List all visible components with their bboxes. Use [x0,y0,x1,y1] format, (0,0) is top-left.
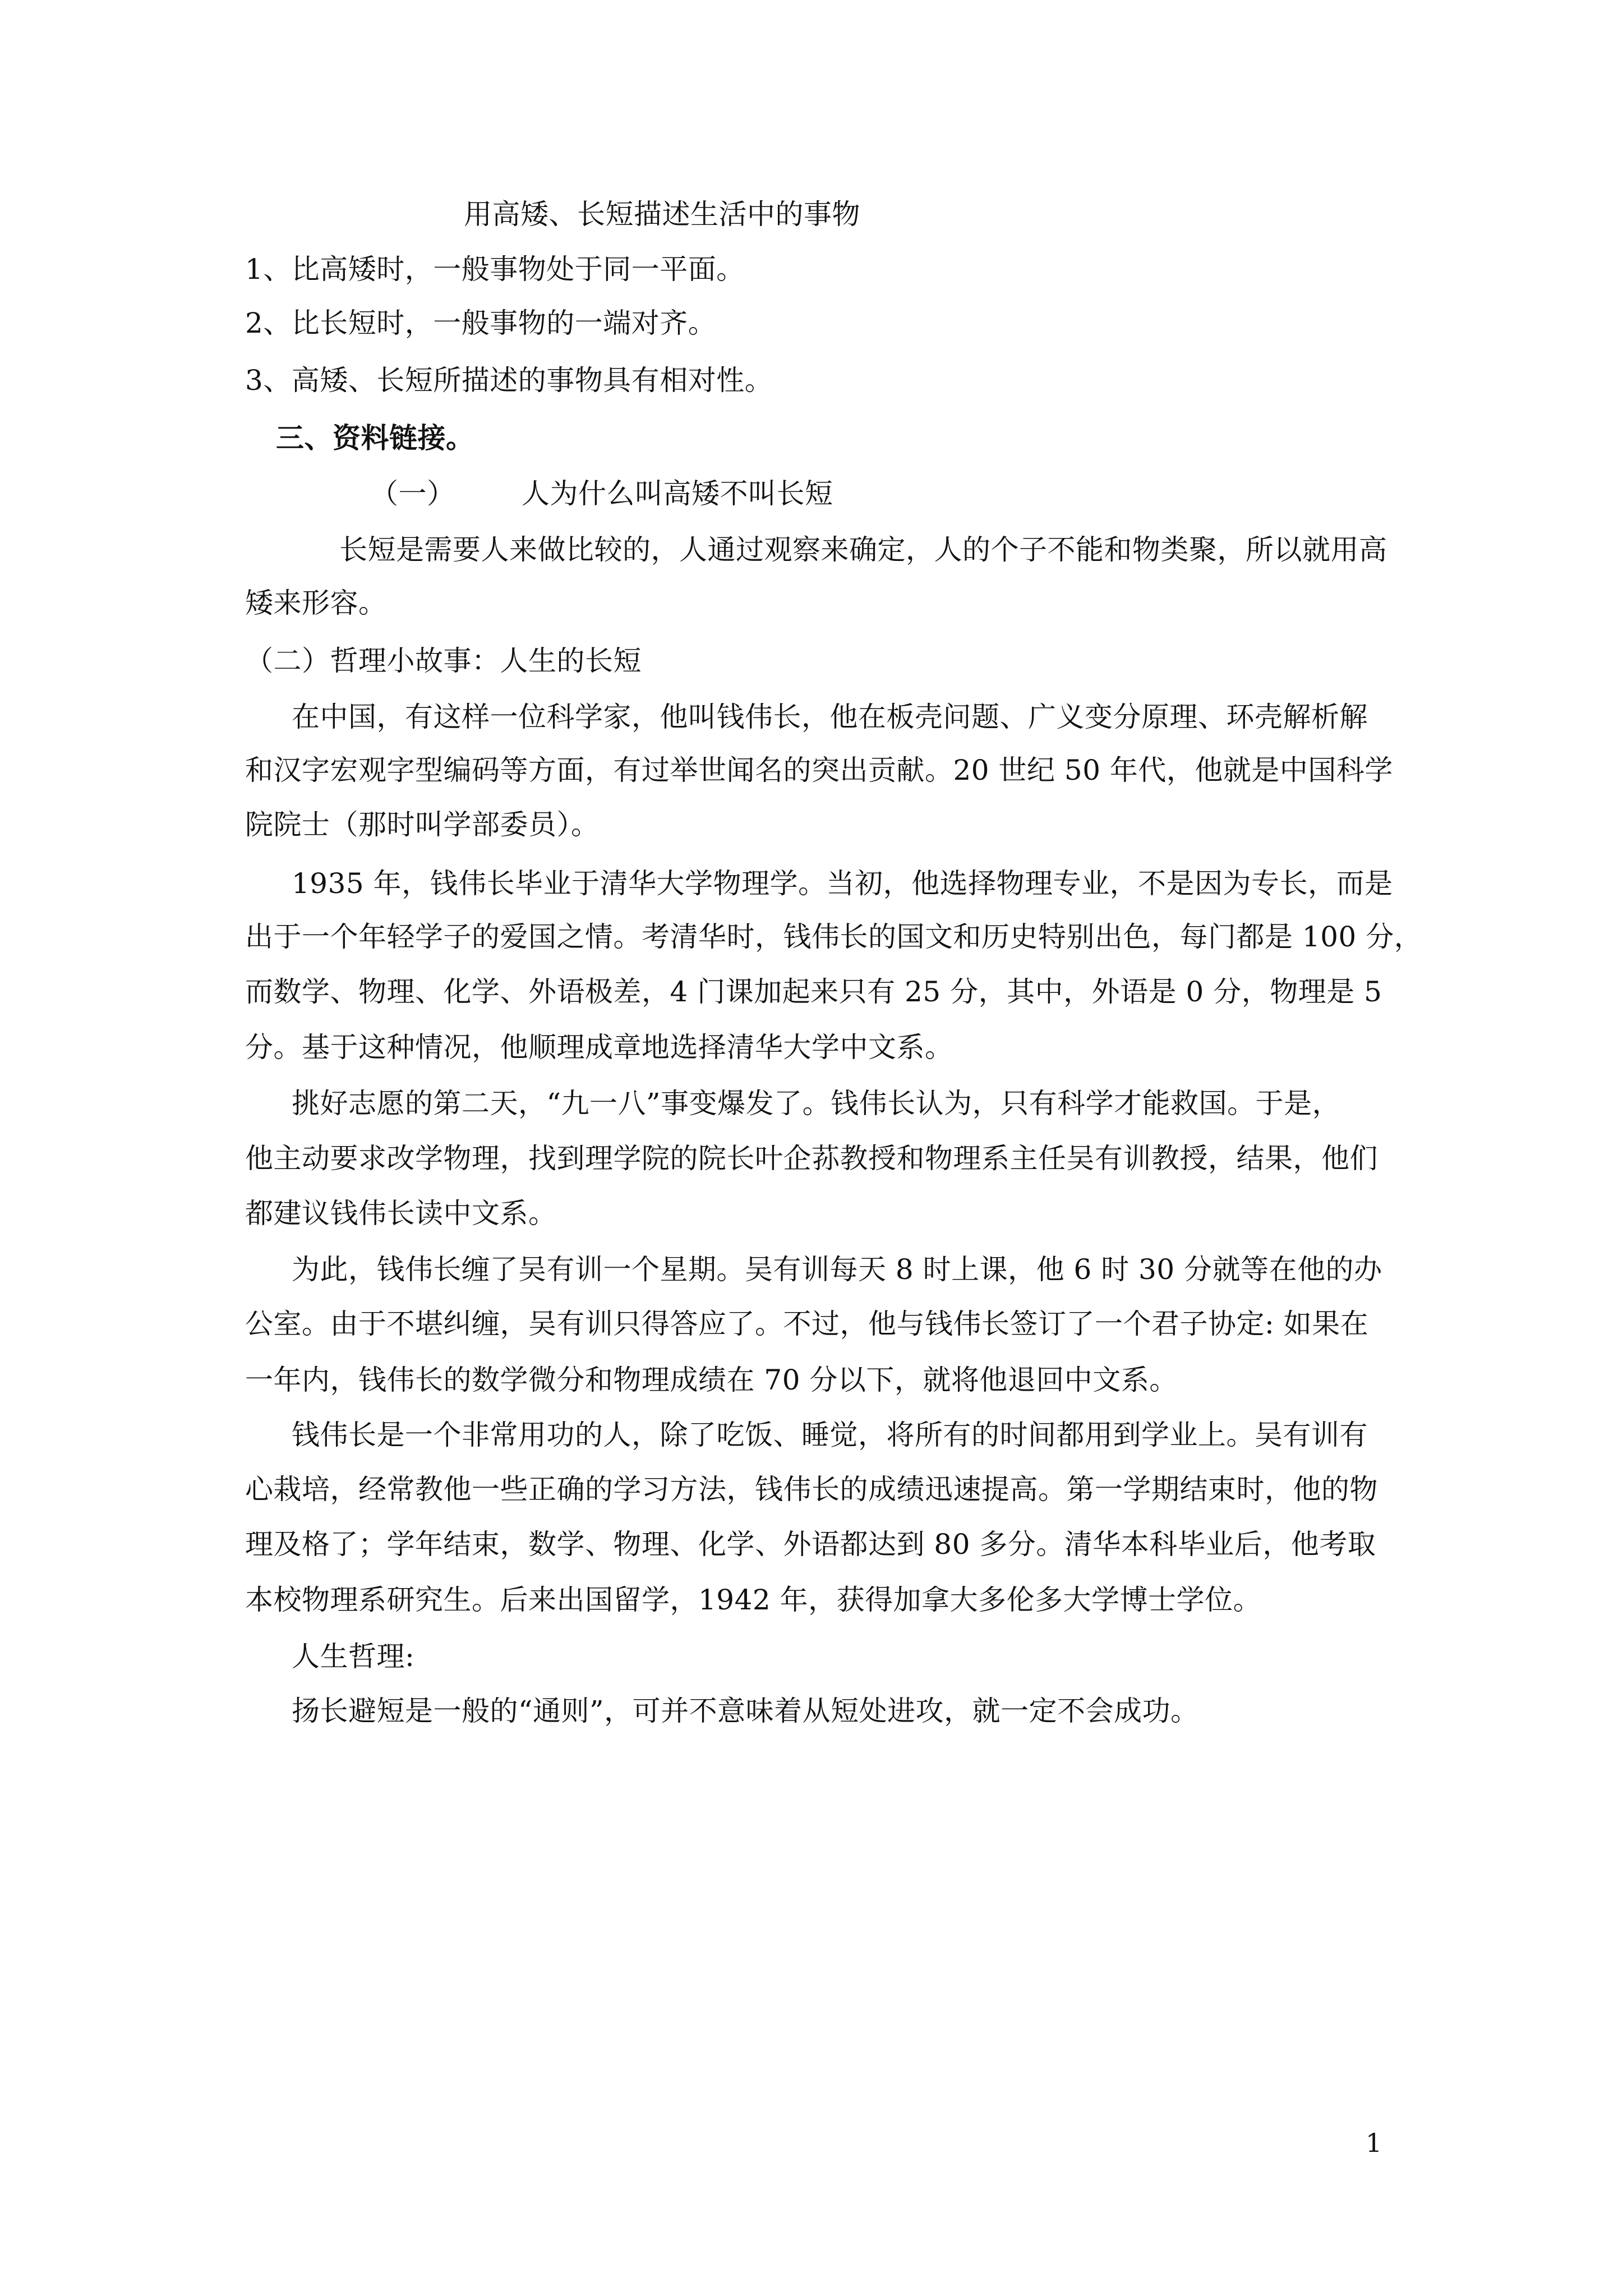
subsection-one-title: 人为什么叫高矮不叫长短 [522,477,833,510]
moral-text: 扬长避短是一般的“通则”，可并不意味着从短处进攻，就一定不会成功。 [292,1695,1199,1727]
summary-point-1: 1、比高矮时，一般事物处于同一平面。 [245,253,745,286]
subsection-two-heading: （二）哲理小故事：人生的长短 [245,645,642,677]
subsection-one-line-1: 长短是需要人来做比较的，人通过观察来确定，人的个子不能和物类聚，所以就用高 [339,533,1387,566]
story-p1-line-2: 和汉字宏观字型编码等方面，有过举世闻名的突出贡献。20 世纪 50 年代，他就是中国科学 [245,754,1393,786]
story-p1-line-3: 院院士（那时叫学部委员）。 [245,808,600,841]
story-p4-line-1: 为此，钱伟长缠了吴有训一个星期。吴有训每天 8 时上课，他 6 时 30 分就等在他的办 [292,1253,1382,1286]
story-p3-line-2: 他主动要求改学物理，找到理学院的院长叶企荪教授和物理系主任吴有训教授，结果，他们 [245,1142,1378,1175]
story-p1-line-1: 在中国，有这样一位科学家，他叫钱伟长，他在板壳问题、广义变分原理、环壳解析解 [292,701,1368,733]
story-p4-line-3: 一年内，钱伟长的数学微分和物理成绩在 70 分以下，就将他退回中文系。 [245,1364,1178,1396]
story-p5-line-2: 心栽培，经常教他一些正确的学习方法，钱伟长的成绩迅速提高。第一学期结束时，他的物 [245,1473,1378,1506]
story-p5-line-4: 本校物理系研究生。后来出国留学，1942 年，获得加拿大多伦多大学博士学位。 [245,1584,1262,1616]
document-title: 用高矮、长短描述生活中的事物 [464,198,860,231]
summary-point-3: 3、高矮、长短所描述的事物具有相对性。 [245,364,773,397]
story-p2-line-4: 分。基于这种情况，他顺理成章地选择清华大学中文系。 [245,1031,953,1064]
story-p3-line-3: 都建议钱伟长读中文系。 [245,1197,557,1230]
page-number: 1 [1366,2128,1382,2158]
summary-point-2: 2、比长短时，一般事物的一端对齐。 [245,307,717,339]
section-heading: 三、资料链接。 [276,421,474,454]
story-p4-line-2: 公室。由于不堪纠缠，吴有训只得答应了。不过，他与钱伟长签订了一个君子协定: 如果在 [245,1308,1369,1340]
story-p5-line-3: 理及格了；学年结束，数学、物理、化学、外语都达到 80 多分。清华本科毕业后，他考取 [245,1528,1376,1561]
story-p2-line-1: 1935 年，钱伟长毕业于清华大学物理学。当初，他选择物理专业，不是因为专长，而是 [292,867,1393,900]
story-p3-line-1: 挑好志愿的第二天，“九一八”事变爆发了。钱伟长认为，只有科学才能救国。于是， [292,1087,1341,1120]
story-p5-line-1: 钱伟长是一个非常用功的人，除了吃饭、睡觉，将所有的时间都用到学业上。吴有训有 [292,1419,1368,1451]
subsection-one-line-2: 矮来形容。 [245,587,387,619]
story-p2-line-2: 出于一个年轻学子的爱国之情。考清华时，钱伟长的国文和历史特别出色，每门都是 100 分， [245,921,1423,953]
moral-label: 人生哲理: [292,1640,415,1673]
story-p2-line-3: 而数学、物理、化学、外语极差，4 门课加起来只有 25 分，其中，外语是 0 分，物理是 5 [245,976,1382,1008]
subsection-one-label: （一） [370,477,455,510]
